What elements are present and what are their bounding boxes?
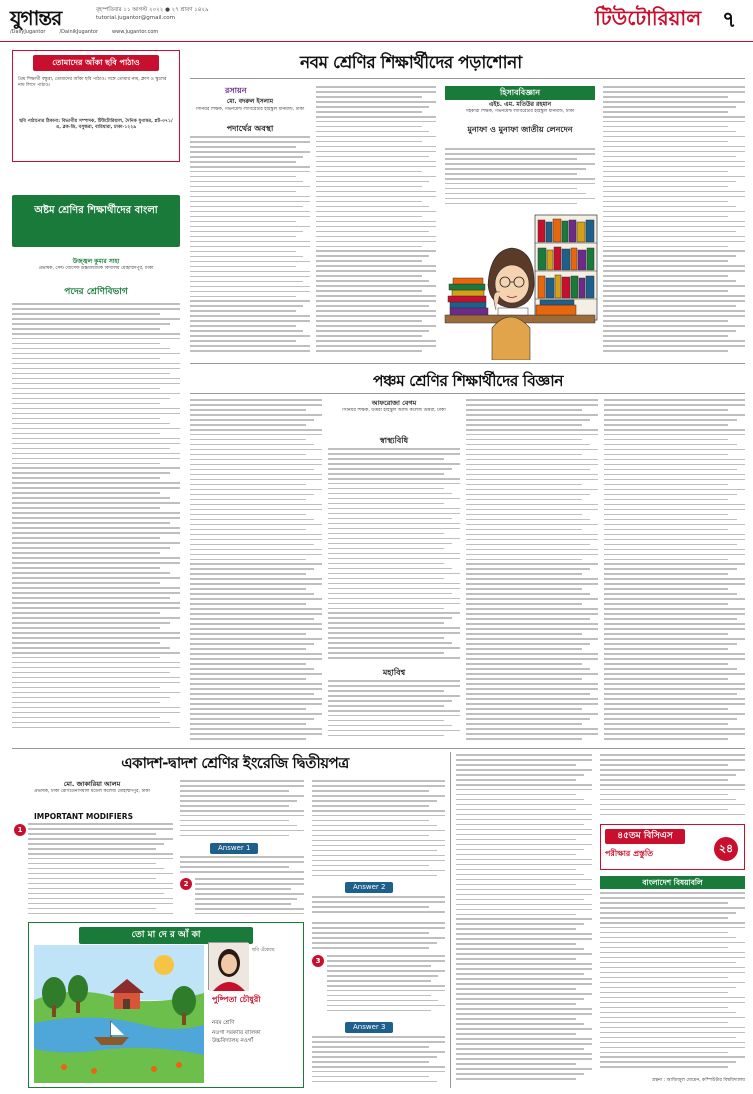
promo-address: ছবি পাঠানোর ঠিকানা: বিভাগীয় সম্পাদক, টিউটোরিয়াল, দৈনিক যুগান্তর, প্লট-৩৭১/এ, ব্লক-ডি, বসুন্ধরা, বারিধারা, ঢাকা-১২২৯ [19, 119, 173, 130]
promo-body: প্রিয় শিক্ষার্থী বন্ধুরা, তোমাদের আঁকা ছবি পাঠাও। সঙ্গে তোমার নাম, ক্লাস ও স্কুলের নাম লিখে পাঠাও। [18, 77, 167, 88]
answer-label: Answer 3 [345, 1022, 393, 1033]
english-text-col1 [28, 823, 173, 918]
class8-topic: পদের শ্রেণিবিভাগ [64, 287, 128, 297]
chem-topic: পদার্থের অবস্থা [226, 124, 274, 133]
modifiers-topic: IMPORTANT MODIFIERS [34, 812, 133, 821]
acc-author-info: সহকারী শিক্ষক, গভর্নমেন্ট ল্যাবরেটরি হাইস্কুল ধানমন্ডি, ঢাকা [465, 109, 575, 114]
bcs-mcq-col1 [456, 754, 592, 1088]
chem-subject-tag: রসায়ন [225, 86, 247, 95]
class8-author: উজ্জ্বল কুমার সাহা [72, 258, 120, 265]
website-link[interactable]: www.jugantor.com [112, 29, 159, 35]
divider [190, 78, 745, 79]
divider [450, 752, 451, 1088]
english-text-col2c [195, 878, 304, 918]
chem-author-info: সিনিয়র শিক্ষক, গভর্নমেন্ট ল্যাবরেটরি হাইস্কুল ধানমন্ডি, ঢাকা [195, 107, 305, 112]
english-text-col4c [312, 1036, 445, 1086]
class11-banner: একাদশ-দ্বাদশ শ্রেণির ইংরেজি দ্বিতীয়পত্র [121, 754, 349, 772]
class5-hygiene-text [328, 448, 460, 663]
class8-title: অষ্টম শ্রেণির শিক্ষার্থীদের বাংলা [34, 205, 158, 216]
class5-author-info: সিনিয়র শিক্ষক, উত্তরা হাইস্কুল অ্যান্ড কলেজ উত্তরা, ঢাকা [342, 408, 446, 413]
artist-name: পুষ্পিতা চৌধুরী [212, 995, 261, 1004]
divider [190, 363, 745, 364]
question-number: 2 [183, 880, 189, 888]
artist-school: নওগাঁ সরকারি বালিকা উচ্চবিদ্যালয় নওগাঁ [212, 1030, 261, 1044]
bcs-part-number: ২৪ [714, 837, 738, 861]
class5-universe-text [328, 680, 460, 742]
english-text-col4 [312, 922, 445, 952]
bcs-mcq-col2-top [600, 754, 745, 820]
answer-3-label [345, 1022, 393, 1033]
divider [190, 393, 745, 394]
class5-body-text [190, 399, 322, 744]
question-number: 1 [17, 826, 23, 834]
acc-author: এইচ. এম. মতিউর রহমান [488, 101, 552, 108]
question-number: 3 [315, 957, 321, 965]
drawing-promo-box [12, 50, 180, 162]
student-painting [34, 945, 204, 1083]
artist-class: নবম শ্রেণি [212, 1020, 235, 1026]
artist-credit: ছবি এঁকেছে [252, 948, 275, 953]
section-title: টিউটোরিয়াল [595, 6, 702, 30]
class8-body-text [12, 303, 180, 735]
bcs-header-box [600, 824, 745, 870]
class5-author: আফরোজা বেগম [371, 399, 417, 407]
answer-1-label [210, 843, 258, 854]
artist-photo [208, 942, 248, 990]
contact-email[interactable]: tutorial.jugantor@gmail.com [96, 15, 176, 21]
class8-author-info: প্রভাষক, সেন্ট যোসেফ উচ্চমাধ্যমিক বিদ্যালয় মোহাম্মদপুর, ঢাকা [38, 266, 154, 271]
acc-topic: মুনাফা ও মুনাফা জাতীয় লেনদেন [467, 125, 573, 134]
masthead [0, 0, 753, 42]
student-reading-illustration [440, 210, 600, 360]
chem-author: মো. বদরুল ইসলাম [226, 98, 274, 105]
issue-date: বৃহস্পতিবার ১১ আগস্ট ২০২২ ● ২৭ শ্রাবণ ১৪২৯ [96, 7, 209, 13]
bcs-subtitle: পরীক্ষার প্রস্তুতি [605, 849, 654, 858]
bcs-subject: বাংলাদেশ বিষয়াবলি [600, 876, 745, 889]
promo-title: তোমাদের আঁকা ছবি পাঠাও [33, 55, 159, 71]
question-3-marker [312, 955, 324, 967]
answer-label: Answer 1 [210, 843, 258, 854]
bcs-title: ৪৫তম বিসিএস [605, 829, 685, 844]
class11-author: মো. জাকারিয়া আলম [63, 780, 121, 788]
newspaper-logo: যুগান্তর [10, 6, 62, 30]
english-text-col4b [327, 955, 445, 1017]
answer-label: Answer 2 [345, 882, 393, 893]
acc-subject-tag: হিসাববিজ্ঞান [445, 86, 595, 100]
question-1-marker [14, 824, 26, 836]
acc-body-text [445, 148, 595, 208]
english-text-col3b [312, 896, 445, 918]
english-text-col3 [312, 780, 445, 878]
answer-2-label [345, 882, 393, 893]
social-bar [10, 29, 158, 35]
drawing-section-title: তো মা দে র আঁ কা [79, 927, 253, 944]
question-2-marker [180, 878, 192, 890]
class5-body-text-4 [604, 399, 745, 744]
facebook-link[interactable]: /DailyJugantor [10, 29, 46, 35]
twitter-link[interactable]: /DainikJugantor [59, 29, 99, 35]
class11-author-info: প্রভাষক, ঢাকা রেসিডেনসিয়াল মডেল কলেজ মোহাম্মদপুর, ঢাকা [34, 789, 150, 794]
chem-body-text [190, 136, 310, 358]
english-text-col2 [180, 780, 304, 840]
class9-banner: নবম শ্রেণির শিক্ষার্থীদের পড়াশোনা [300, 53, 522, 73]
acc-body-text-2 [603, 86, 745, 358]
page-number: ৭ [722, 7, 737, 33]
class8-header [12, 195, 180, 247]
bcs-mcq-col2 [600, 892, 745, 1072]
class5-topic-universe: মহাবিশ্ব [382, 668, 406, 677]
chem-body-text-2 [316, 86, 436, 358]
divider [12, 748, 745, 749]
class5-body-text-3 [466, 399, 598, 744]
class5-banner: পঞ্চম শ্রেণির শিক্ষার্থীদের বিজ্ঞান [373, 372, 563, 390]
bcs-footer-credit: গ্রন্থনা : আজিজুল মোমেন, কম্পিউটার বিশ্ববিদ্যালয় [651, 1078, 745, 1083]
class5-topic-hygiene: স্বাস্থ্যবিধি [379, 436, 409, 445]
english-text-col2b [180, 856, 304, 876]
